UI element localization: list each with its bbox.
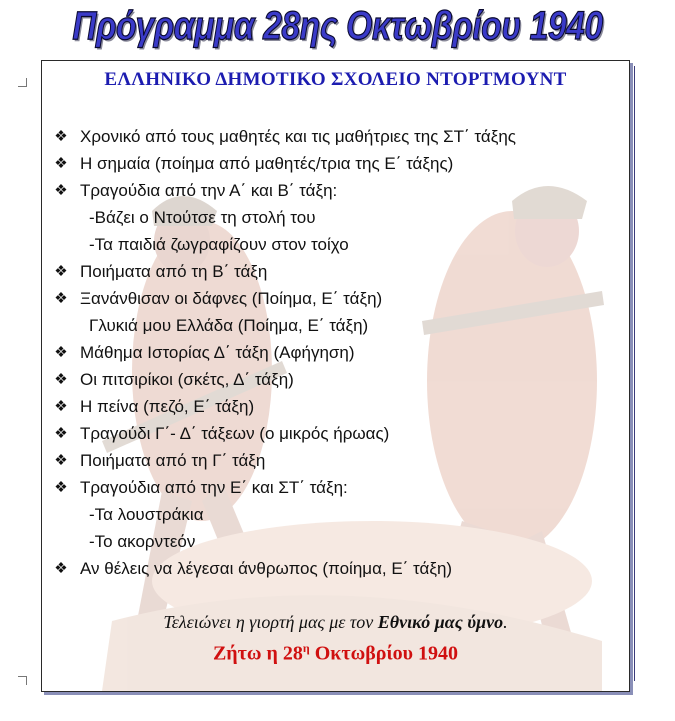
program-frame: [41, 60, 630, 692]
program-item-text: -Τα παιδιά ζωγραφίζουν στον τοίχο: [89, 235, 349, 254]
program-item-text: Ξανάνθισαν οι δάφνες (Ποίημα, Ε΄ τάξη): [80, 289, 383, 308]
program-item-text: Οι πιτσιρίκοι (σκέτς, Δ΄ τάξη): [80, 370, 294, 389]
diamond-bullet-icon: ❖: [54, 371, 68, 388]
diamond-bullet-icon: ❖: [54, 128, 68, 145]
program-item-text: Χρονικό από τους μαθητές και τις μαθήτριες της ΣΤ΄ τάξης: [80, 127, 516, 146]
diamond-bullet-icon: ❖: [54, 398, 68, 415]
margin-corner-mark: [18, 78, 27, 87]
diamond-bullet-icon: ❖: [54, 182, 68, 199]
program-item-text: Αν θέλεις να λέγεσαι άνθρωπος (ποίημα, Ε΄ τάξη): [80, 559, 453, 578]
diamond-bullet-icon: ❖: [54, 290, 68, 307]
diamond-bullet-icon: ❖: [54, 425, 68, 442]
program-item-text: Η πείνα (πεζό, Ε΄ τάξη): [80, 397, 255, 416]
program-item-text: Τραγούδια από την Ε΄ και ΣΤ΄ τάξη:: [80, 478, 348, 497]
closing-suffix: .: [503, 612, 508, 632]
diamond-bullet-icon: ❖: [54, 479, 68, 496]
long-live-superscript: η: [302, 641, 310, 655]
program-item-text: Τραγούδια από την Α΄ και Β΄ τάξη:: [80, 181, 338, 200]
program-item-text: Μάθημα Ιστορίας Δ΄ τάξη (Αφήγηση): [80, 343, 355, 362]
diamond-bullet-icon: ❖: [54, 263, 68, 280]
program-item-text: -Βάζει ο Ντoύτσε τη στολή του: [89, 208, 316, 227]
program-item-text: Ποιήματα από τη Β΄ τάξη: [80, 262, 268, 281]
program-item-text: -Τα λουστράκια: [89, 505, 204, 524]
diamond-bullet-icon: ❖: [54, 155, 68, 172]
margin-corner-mark: [18, 676, 27, 685]
diamond-bullet-icon: ❖: [54, 560, 68, 577]
diamond-bullet-icon: ❖: [54, 452, 68, 469]
closing-line: [42, 612, 629, 633]
closing-emphasis: Εθνικό μας ύμνο: [377, 612, 504, 632]
closing-prefix: Τελειώνει η γιορτή μας με τον: [163, 612, 378, 632]
page-title: Πρόγραμμα 28ης Οκτωβρίου 1940: [72, 4, 603, 48]
diamond-bullet-icon: ❖: [54, 344, 68, 361]
program-item-text: Γλυκιά μου Ελλάδα (Ποίημα, Ε΄ τάξη): [89, 316, 369, 335]
school-name: ΕΛΛΗΝΙΚΟ ΔΗΜΟΤΙΚΟ ΣΧΟΛΕΙΟ ΝΤΟΡΤΜΟΥΝΤ: [104, 69, 567, 90]
program-item-text: Η σημαία (ποίημα από μαθητές/τρια της Ε΄ τάξης): [80, 154, 454, 173]
program-item-text: -Το ακορντεόν: [89, 532, 196, 551]
program-item-text: Τραγούδι Γ΄- Δ΄ τάξεων (ο μικρός ήρωας): [80, 424, 390, 443]
long-live-line: [42, 641, 629, 666]
right-margin-rule: [634, 66, 635, 681]
long-live-before: Ζήτω η 28: [212, 642, 303, 665]
program-item-text: Ποιήματα από τη Γ΄ τάξη: [80, 451, 266, 470]
long-live-after: Οκτωβρίου 1940: [309, 642, 459, 665]
